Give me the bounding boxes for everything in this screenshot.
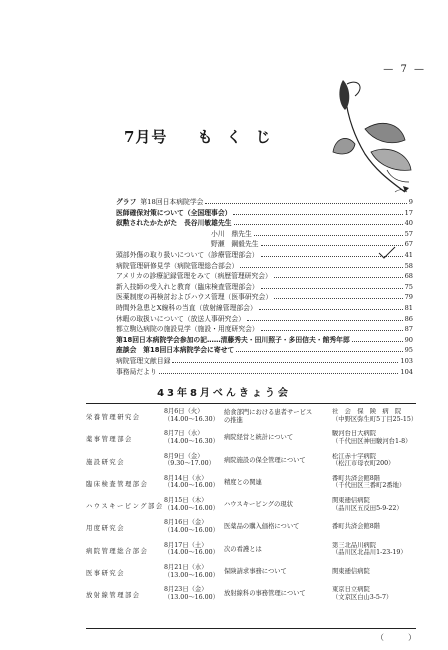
topic-line: 次の看護とは (224, 545, 262, 553)
topic (224, 430, 332, 442)
topic (224, 475, 332, 487)
place (332, 497, 421, 512)
place-address: （松江市母衣町200） (332, 460, 395, 468)
table-row[interactable] (86, 542, 421, 564)
toc-page: 67 (404, 240, 413, 249)
topic-line: 保険請求事務について (224, 568, 287, 576)
page-title (124, 126, 284, 147)
place (332, 564, 421, 576)
schedule-bottom-rule (86, 628, 416, 629)
toc-page: 17 (404, 208, 413, 217)
date-time (164, 475, 224, 490)
group-name: 栄養管理研究会 (86, 414, 141, 421)
toc-page: 95 (404, 346, 413, 355)
toc-item[interactable] (116, 271, 413, 282)
table-row[interactable] (86, 497, 421, 519)
toc-page: 58 (404, 261, 413, 270)
toc-page: 90 (404, 335, 413, 344)
toc-item[interactable] (116, 314, 413, 325)
place (332, 408, 421, 423)
toc-leader (352, 336, 403, 342)
toc-leader (261, 325, 403, 331)
time: （14.00〜16.00） (164, 482, 219, 490)
toc-item[interactable] (116, 324, 413, 335)
date-time (164, 430, 224, 445)
group-name: 医事研究会 (86, 570, 125, 578)
topic-line: 給食部門における患者サービス (224, 409, 313, 416)
time: （9.30〜17.00） (164, 460, 215, 468)
place-name: 社 会 保 険 病 院 (332, 408, 402, 415)
topic-line: 病院施設の保全管理について (224, 456, 306, 464)
toc-leader (236, 346, 402, 352)
toc-item[interactable] (116, 282, 413, 293)
schedule-title: 43年8月べんきょう会 (157, 388, 291, 399)
date-time (164, 453, 224, 468)
date-time (164, 564, 224, 579)
date-time (164, 408, 224, 423)
date: 8月15日（木） (164, 497, 208, 505)
place-address: （中野区弥生町5丁目25-15） (332, 415, 418, 423)
table-row[interactable] (86, 519, 421, 541)
toc-text: 都立駒込病院の施設見学（施設・用度研究会） (116, 325, 259, 334)
footer-mark: （ ） (376, 633, 424, 642)
table-row[interactable] (86, 564, 421, 586)
toc-text: 医薬制度の再検討およびハウス管理（医事研究会） (116, 293, 273, 302)
toc-leader (159, 368, 399, 374)
toc-page: 9 (408, 198, 413, 206)
topic-line: 精度との関連 (224, 478, 262, 486)
toc-text: アメリカの診療記録管理をみて（病歴管理研究会） (116, 272, 272, 281)
contents-heading: もくじ (197, 128, 285, 146)
place-name: 番町共済会館8階 (332, 474, 381, 482)
table-row[interactable] (86, 453, 421, 475)
place (332, 430, 421, 445)
toc-text: 叙勲されたかたがた 長谷川敏雄先生 (116, 219, 232, 228)
toc-text: 新入技師の受入れと教育（臨床検査管理部会） (116, 282, 259, 291)
topic (224, 542, 332, 554)
toc-leader (233, 209, 402, 215)
flower-illustration-icon (325, 74, 425, 199)
toc-page: 75 (404, 282, 413, 291)
group-name: 放射線管理部会 (86, 592, 141, 600)
table-row[interactable] (86, 408, 421, 430)
table-row[interactable] (86, 475, 421, 497)
toc-text: 病院管理研修見学（病院管理総合部会） (116, 261, 239, 270)
time: （13.00〜16.00） (164, 571, 219, 579)
date: 8月6日（火） (164, 408, 204, 415)
toc-item[interactable] (116, 197, 413, 208)
topic (224, 497, 332, 509)
toc-leader (254, 230, 403, 236)
date: 8月9日（金） (164, 452, 204, 460)
toc-text: 時間外急患とX線科の当直（放射線管理部会） (116, 303, 257, 312)
topic-line: 医薬品の購入価格について (224, 523, 300, 531)
place-address: （品川区五反田5-9-22） (332, 504, 403, 512)
toc-item[interactable] (116, 292, 413, 303)
toc-page: 68 (404, 272, 413, 281)
group-name: 薬事管理部会 (86, 436, 133, 444)
toc-page: 104 (400, 367, 413, 376)
toc-page: 103 (400, 356, 413, 365)
place-name: 駿河台日大病院 (332, 430, 377, 438)
toc-text: 第18回日本病院学会参加の記……清藤秀夫・田川照子・多田信夫・館秀年郎 (116, 335, 350, 344)
group-name: 用度研究会 (86, 525, 125, 533)
date: 8月21日（水） (164, 564, 208, 572)
toc-page: 79 (404, 293, 413, 302)
group-name: ハウスキーピング部会 (86, 503, 164, 511)
toc-item[interactable] (116, 303, 413, 314)
time: （14.00〜16.30） (164, 415, 219, 423)
toc-item[interactable] (116, 367, 413, 378)
topic (224, 408, 332, 424)
toc-page: 81 (404, 303, 413, 312)
topic-line: 病院経営と統計について (224, 434, 294, 442)
toc-text: 病院管理文献目録 (116, 356, 171, 365)
group-name: 臨床検査管理部会 (86, 480, 149, 488)
toc-text: 第18回日本病院学会 (140, 198, 204, 206)
toc-item[interactable] (116, 261, 413, 272)
place-address: （千代田区神田駿河台1-8） (332, 437, 412, 445)
toc-leader (247, 315, 403, 321)
place-name: 松江赤十字病院 (332, 452, 377, 460)
time: （14.00〜16.00） (164, 549, 219, 557)
place-name: 東京日立病院 (332, 586, 370, 594)
date-time (164, 542, 224, 557)
place-name: 関東逓信病院 (332, 497, 370, 505)
date: 8月14日（水） (164, 474, 208, 482)
toc-text: 事務局だより (116, 367, 157, 376)
toc-page: 41 (404, 250, 413, 259)
topic-line: 放射線科の事務管理について (224, 590, 306, 598)
place-address: （文京区白山3-5-7） (332, 593, 393, 601)
issue-label: 7月号 (124, 128, 168, 146)
topic-line: ハウスキーピングの現状 (224, 501, 293, 509)
toc-text: 頭部外傷の取り扱いについて（診療管理部会） (116, 250, 259, 259)
date: 8月16日（金） (164, 519, 208, 527)
toc-text: 小川 鼎先生 (211, 229, 252, 238)
toc-text: 座談会 第18回日本病院学会に寄せて (116, 346, 235, 355)
date-time (164, 497, 224, 512)
toc-leader (172, 357, 398, 363)
toc-leader (234, 219, 403, 225)
page-number: — 7 — (383, 64, 426, 75)
time: （14.00〜16.00） (164, 504, 219, 512)
time: （13.00〜16.00） (164, 593, 219, 601)
place (332, 542, 421, 557)
date: 8月23日（金） (164, 586, 208, 594)
date: 8月17日（土） (164, 541, 208, 549)
place-address: （品川区北品川1-23-19） (332, 549, 407, 557)
topic (224, 586, 332, 598)
place (332, 586, 421, 601)
toc-page: 40 (404, 219, 413, 228)
place (332, 519, 421, 531)
place-name: 関東逓信病院 (332, 568, 370, 576)
check-mark-icon (378, 246, 396, 260)
schedule-table (86, 408, 421, 609)
toc-leader (240, 262, 402, 268)
toc-text: 医師確保対策について（全国理事会） (116, 208, 232, 217)
toc-page: 86 (404, 314, 413, 323)
table-row[interactable] (86, 586, 421, 608)
toc-item[interactable] (116, 335, 413, 346)
topic (224, 453, 332, 465)
topic-line: の推進 (224, 416, 243, 424)
date-time (164, 586, 224, 601)
toc-item[interactable] (116, 345, 413, 356)
place-address: （千代田区三番町2番地） (332, 482, 406, 490)
toc-leader (259, 304, 403, 310)
place-name: 番町共済会館8階 (332, 523, 381, 531)
group-name: 施設研究会 (86, 458, 125, 466)
schedule-top-rule (86, 403, 416, 404)
place (332, 475, 421, 490)
toc-item[interactable] (116, 208, 413, 219)
toc-leader (274, 293, 402, 299)
place (332, 453, 421, 468)
toc-item[interactable] (116, 356, 413, 367)
time: （14.00〜16.30） (164, 437, 219, 445)
toc-item[interactable] (116, 229, 413, 240)
date: 8月7日（水） (164, 430, 204, 438)
time: （14.00〜16.00） (164, 527, 219, 535)
toc-page: 57 (404, 229, 413, 238)
toc-leader (274, 272, 403, 278)
toc-item[interactable] (116, 218, 413, 229)
toc-item[interactable] (116, 250, 413, 261)
topic (224, 519, 332, 531)
place-name: 第三北品川病院 (332, 541, 377, 549)
toc-item[interactable] (116, 239, 413, 250)
toc-leader (205, 198, 406, 204)
table-of-contents (116, 197, 413, 377)
group-name: 病院管理総合部会 (86, 547, 149, 555)
toc-leader (261, 283, 403, 289)
toc-page: 87 (404, 325, 413, 334)
toc-text: 休暇の取扱いについて（放送人事研究会） (116, 314, 246, 323)
table-row[interactable] (86, 430, 421, 452)
toc-text: 野瀬 鋼毅先生 (211, 240, 259, 249)
date-time (164, 519, 224, 534)
topic (224, 564, 332, 576)
toc-category: グラフ (116, 198, 137, 206)
